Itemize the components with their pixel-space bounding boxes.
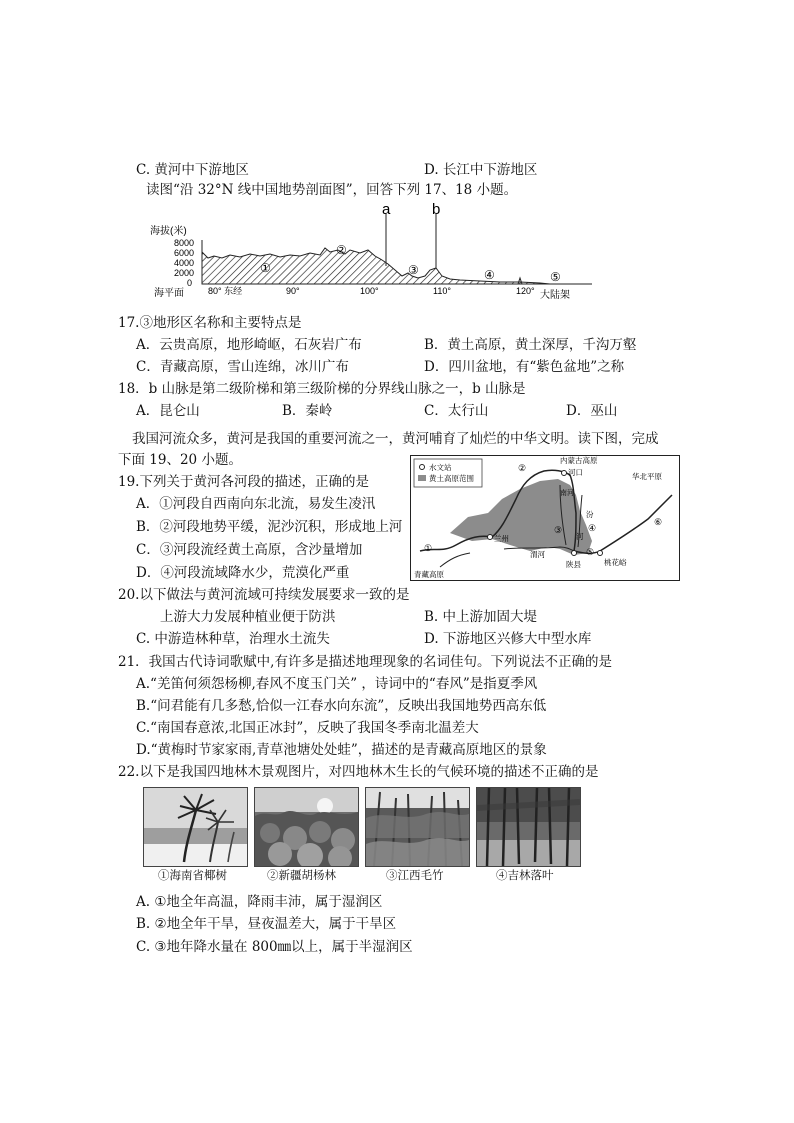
q22-option-c: C. ③地年降水量在 800㎜以上，属于半湿润区 [136,939,413,955]
caption-jilin: ④吉林落叶 [496,868,554,882]
hekou-station-icon [562,471,567,476]
map-num-4: ④ [588,524,597,534]
map-label-neimeng: 内蒙古高原 [560,456,598,465]
q20-option-a: 上游大力发展种植业便于防洪 [160,609,336,625]
intro-19-20-line1: 我国河流众多，黄河是我国的重要河流之一，黄河哺育了灿烂的中华文明。读下图，完成 [132,431,659,447]
q16-option-c: C. 黄河中下游地区 [136,162,249,178]
photo-xinjiang-poplar [254,787,359,867]
region-1: ① [260,261,271,275]
sea-level-label: 海平面 [154,288,184,299]
terrain-profile [202,248,550,284]
profile-ylabel: 海拔(米) [150,226,187,237]
legend-plateau-swatch [418,475,426,481]
q21-option-b: B.“问君能有几多愁,恰似一江春水向东流”，反映出我国地势西高东低 [136,698,547,714]
q21-option-a: A.“羌笛何须怨杨柳,春风不度玉门关” ，诗词中的“春风”是指夏季风 [136,676,538,692]
map-label-huabei: 华北平原 [632,472,662,481]
q21-option-d: D.“黄梅时节家家雨,青草池塘处处蛙”，描述的是青藏高原地区的景象 [136,742,547,758]
q20-option-d: D. 下游地区兴修大中型水库 [424,631,592,647]
photo-jilin-deciduous [476,787,581,867]
map-label-shanxian: 陕县 [566,560,581,569]
marker-a-label: a [382,201,391,218]
xtick-100: 100° [360,286,379,296]
q19-option-a: A．①河段自西南向东北流，易发生凌汛 [136,496,376,512]
intro-17-18: 读图“沿 32°N 线中国地势剖面图”，回答下列 17、18 小题。 [146,182,518,198]
ytick-0: 0 [187,278,193,288]
map-label-nanhe: 南河 [560,490,574,497]
map-label-weihe: 渭河 [530,550,545,559]
lanzhou-station-icon [488,535,493,540]
xtick-110: 110° [433,286,451,296]
q17-option-c: C．青藏高原，雪山连绵，冰川广布 [136,359,349,375]
legend-station-label: 水文站 [429,463,452,472]
map-label-qingzang: 青藏高原 [414,570,444,579]
q17-option-b: B．黄土高原，黄土深厚，千沟万壑 [424,337,637,353]
photo-jiangxi-bamboo [365,787,470,867]
caption-xinjiang: ②新疆胡杨林 [267,868,336,882]
q22-option-a: A. ①地全年高温，降雨丰沛，属于湿润区 [136,894,383,910]
map-num-2: ② [518,464,527,474]
map-label-fen: 汾 [586,510,594,519]
map-label-lanzhou: 兰州 [494,534,509,543]
ytick-6000: 6000 [174,248,195,258]
marker-b-label: b [432,201,441,218]
q18-option-d: D．巫山 [566,403,618,419]
q18-option-b: B．秦岭 [282,403,333,419]
region-5: ⑤ [550,270,561,284]
q21-option-c: C.“南国春意浓,北国正冰封”，反映了我国冬季南北温差大 [136,720,479,736]
q17-option-a: A．云贵高原，地形崎岖，石灰岩广布 [136,337,362,353]
q19-option-b: B．②河段地势平缓，泥沙沉积，形成地上河 [136,519,403,535]
q20-stem: 20.以下做法与黄河流域可持续发展要求一致的是 [118,587,410,603]
xtick-120: 120° [516,286,535,296]
yellow-river-map [410,455,680,581]
region-3: ③ [408,263,419,277]
map-num-1: ① [424,544,433,554]
map-label-hekou: 河口 [568,468,583,477]
q17-option-d: D．四川盆地，有“紫色盆地”之称 [424,359,625,375]
map-num-6: ⑥ [654,518,663,528]
taohuayu-station-icon [598,551,603,556]
terrain-profile-figure [150,200,600,305]
map-num-3: ③ [554,526,563,536]
q19-stem: 19.下列关于黄河各河段的描述，正确的是 [118,474,369,490]
q22-stem: 22.以下是我国四地林木景观图片，对四地林木生长的气候环境的描述不正确的是 [118,764,599,780]
map-label-he: 河 [576,532,584,541]
xtick-80: 80° 东经 [208,286,243,296]
q22-option-b: B. ②地全年干旱，昼夜温差大，属于干旱区 [136,916,397,932]
region-2: ② [336,243,347,257]
legend-plateau-label: 黄土高原范围 [429,474,474,483]
q18-stem: 18．b 山脉是第二级阶梯和第三级阶梯的分界线山脉之一，b 山脉是 [118,381,526,397]
q20-option-c: C. 中游造林种草，治理水土流失 [136,631,330,647]
region-4: ④ [484,268,495,282]
ytick-8000: 8000 [174,238,195,248]
ytick-2000: 2000 [174,268,195,278]
q19-option-c: C．③河段流经黄土高原，含沙量增加 [136,542,363,558]
shelf-label: 大陆架 [540,290,570,301]
xtick-90: 90° [286,286,300,296]
shanxian-station-icon [572,551,577,556]
map-label-taohuayu: 桃花峪 [604,558,627,567]
q20-option-b: B. 中上游加固大堤 [424,609,538,625]
q17-stem: 17.③地形区名称和主要特点是 [118,315,302,331]
q19-option-d: D．④河段流域降水少，荒漠化严重 [136,565,350,581]
q21-stem: 21．我国古代诗词歌赋中,有许多是描述地理现象的名词佳句。下列说法不正确的是 [118,654,612,670]
q18-option-a: A．昆仑山 [136,403,200,419]
intro-19-20-line2: 下面 19、20 小题。 [118,452,242,468]
caption-hainan: ①海南省椰树 [158,868,227,882]
photo-hainan-coconut [143,787,248,867]
ytick-4000: 4000 [174,258,195,268]
legend-station-icon [420,465,425,470]
caption-jiangxi: ③江西毛竹 [386,868,444,882]
q18-option-c: C．太行山 [424,403,489,419]
q16-option-d: D. 长江中下游地区 [424,162,538,178]
map-num-5: ⑤ [586,548,595,558]
